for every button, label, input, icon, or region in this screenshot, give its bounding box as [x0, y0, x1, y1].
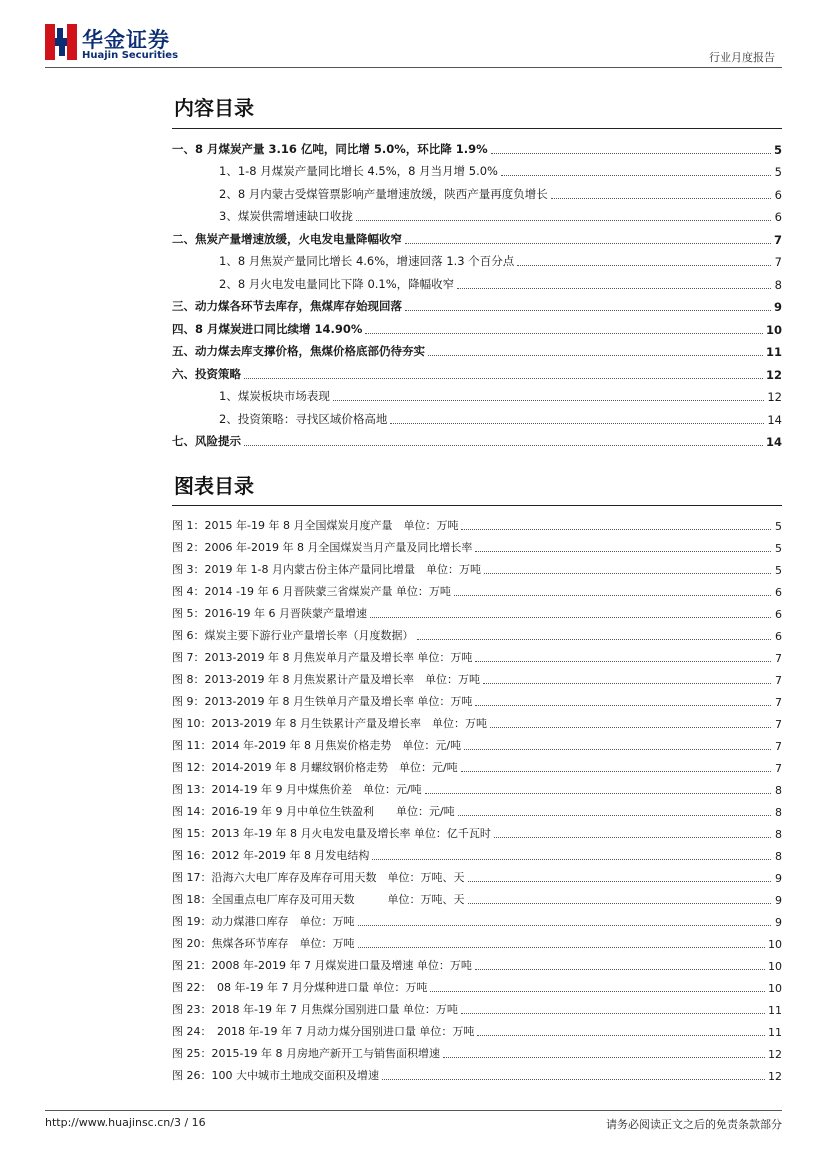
dot-leader [461, 1012, 765, 1014]
toc-entry-title: 2、投资策略：寻找区域价格高地 [219, 411, 388, 426]
toc-entry-title: 四、8 月煤炭进口同比续增 14.90% [172, 321, 363, 336]
toc-entry-title: 一、8 月煤炭产量 3.16 亿吨，同比增 5.0%，环比降 1.9% [172, 141, 488, 156]
toc-entry-title: 三、动力煤各环节去库存，焦煤库存始现回落 [172, 299, 402, 313]
figure-entry-title: 图 11：2014 年-2019 年 8 月焦炭价格走势 单位：元/吨 [172, 739, 462, 752]
dot-leader [494, 836, 771, 838]
figure-entry-title: 图 12：2014-2019 年 8 月螺纹钢价格走势 单位：元/吨 [172, 761, 458, 774]
dot-leader [468, 880, 772, 882]
dot-leader [475, 550, 771, 552]
figure-entry-title: 图 26：100 大中城市土地成交面积及增速 [172, 1069, 379, 1082]
figure-entry-title: 图 24： 2018 年-19 年 7 月动力煤分国别进口量 单位：万吨 [172, 1025, 475, 1038]
logo-chinese-name: 华金证券 [82, 28, 170, 52]
figure-entry[interactable] [172, 665, 782, 687]
figure-entry[interactable] [172, 753, 782, 775]
dot-leader [491, 152, 771, 154]
toc-entry[interactable] [172, 337, 782, 360]
figure-entry[interactable] [172, 511, 782, 533]
figure-entry-title: 图 16：2012 年-2019 年 8 月发电结构 [172, 849, 370, 862]
toc-title: 内容目录 [174, 96, 254, 120]
figure-entry-page-number: 8 [775, 828, 782, 841]
figure-entry-page-number: 9 [775, 916, 782, 929]
toc-entry-page-number: 10 [765, 322, 782, 337]
page-header [0, 0, 827, 70]
dot-leader [483, 682, 771, 684]
toc-entry-page-number: 7 [773, 232, 782, 247]
dot-leader [501, 174, 771, 176]
toc-entry-title: 1、8 月焦炭产量同比增长 4.6%，增速回落 1.3 个百分点 [219, 254, 515, 268]
dot-leader [475, 968, 765, 970]
figure-entry-title: 图 25：2015-19 年 8 月房地产新开工与销售面积增速 [172, 1047, 440, 1060]
figure-entry-title: 图 13：2014-19 年 9 月中煤焦价差 单位：元/吨 [172, 783, 422, 796]
figure-entry-title: 图 15：2013 年-19 年 8 月火电发电量及增长率 单位：亿千瓦时 [172, 827, 491, 840]
footer-url-page[interactable]: http://www.huajinsc.cn/3 / 16 [45, 1116, 206, 1129]
toc-entry-title: 2、8 月火电发电量同比下降 0.1%，降幅收窄 [219, 276, 455, 291]
figure-entry-title: 图 17：沿海六大电厂库存及库存可用天数 单位：万吨、天 [172, 871, 465, 884]
toc-entry-title: 1、煤炭板块市场表现 [219, 389, 330, 403]
dot-leader [372, 858, 771, 860]
figure-entry[interactable] [172, 863, 782, 885]
dot-leader [356, 219, 771, 221]
toc-entry-page-number: 14 [765, 435, 782, 449]
figure-entry-title: 图 9：2013-2019 年 8 月生铁单月产量及增长率 单位：万吨 [172, 695, 473, 708]
dot-leader [457, 287, 771, 289]
toc-entry[interactable] [172, 224, 782, 247]
toc-entry-title: 六、投资策略 [172, 366, 241, 381]
figure-entry-page-number: 7 [775, 696, 782, 709]
figure-list-title: 图表目录 [174, 474, 254, 498]
figure-entry-title: 图 14：2016-19 年 9 月中单位生铁盈利 单位：元/吨 [172, 805, 455, 818]
toc-entry-page-number: 12 [765, 367, 782, 382]
toc-entry-page-number: 5 [773, 142, 782, 157]
dot-leader [428, 354, 763, 356]
toc-entry-page-number: 6 [774, 187, 782, 202]
footer-disclaimer: 请务必阅读正文之后的免责条款部分 [606, 1118, 782, 1131]
dot-leader [490, 726, 771, 728]
figure-entry[interactable] [172, 929, 782, 951]
figure-entry-title: 图 8：2013-2019 年 8 月焦炭累计产量及增长率 单位：万吨 [172, 673, 480, 686]
figure-entry-title: 图 21：2008 年-2019 年 7 月煤炭进口量及增速 单位：万吨 [172, 959, 472, 972]
figure-entry[interactable] [172, 621, 782, 643]
dot-leader [458, 814, 771, 816]
dot-leader [358, 946, 766, 948]
toc-entry[interactable] [172, 157, 782, 180]
figure-entry-title: 图 2：2006 年-2019 年 8 月全国煤炭当月产量及同比增长率 [172, 541, 473, 554]
toc-title-underline [172, 128, 782, 129]
figure-entry[interactable] [172, 533, 782, 555]
figure-entry-title: 图 10：2013-2019 年 8 月生铁累计产量及增长率 单位：万吨 [172, 717, 487, 730]
figure-entry-page-number: 11 [768, 1004, 782, 1017]
figure-entry[interactable] [172, 797, 782, 819]
figure-entry-title: 图 4：2014 -19 年 6 月晋陕蒙三省煤炭产量 单位：万吨 [172, 585, 451, 598]
figure-entry-page-number: 10 [768, 938, 782, 951]
dot-leader [468, 902, 772, 904]
toc-entry[interactable] [172, 247, 782, 270]
toc-entry[interactable] [172, 179, 782, 202]
figure-entry[interactable] [172, 973, 782, 995]
toc-entry[interactable] [172, 269, 782, 292]
figure-entry[interactable] [172, 687, 782, 709]
figure-entry[interactable] [172, 1017, 782, 1039]
dot-leader [443, 1056, 765, 1058]
figure-entry[interactable] [172, 907, 782, 929]
figure-entry-page-number: 7 [775, 762, 782, 775]
toc-entry-page-number: 12 [767, 390, 782, 404]
toc-entry-page-number: 11 [765, 345, 782, 359]
figure-entry-page-number: 10 [768, 982, 782, 995]
figure-entry-page-number: 7 [775, 740, 782, 753]
toc-entry[interactable] [172, 427, 782, 450]
figure-entry-title: 图 20：焦煤各环节库存 单位：万吨 [172, 937, 355, 950]
dot-leader [484, 572, 771, 574]
dot-leader [551, 197, 771, 199]
figure-entry-page-number: 6 [775, 630, 782, 643]
figure-entry[interactable] [172, 1039, 782, 1061]
figure-entry[interactable] [172, 555, 782, 577]
figure-entry-page-number: 5 [775, 542, 782, 555]
dot-leader [417, 638, 772, 640]
toc-entry[interactable] [172, 404, 782, 427]
figure-entry-page-number: 8 [775, 784, 782, 797]
dot-leader [461, 770, 771, 772]
figure-entry-title: 图 19：动力煤港口库存 单位：万吨 [172, 915, 355, 928]
toc-entry-title: 七、风险提示 [172, 434, 241, 448]
figure-list [172, 511, 782, 1083]
figure-entry-page-number: 5 [775, 564, 782, 577]
toc-entry-page-number: 6 [774, 210, 782, 224]
figure-entry[interactable] [172, 731, 782, 753]
figure-entry-page-number: 6 [775, 608, 782, 621]
toc-entry-title: 五、动力煤去库支撑价格，焦煤价格底部仍待夯实 [172, 344, 425, 358]
dot-leader [425, 792, 771, 794]
figure-entry-title: 图 23：2018 年-19 年 7 月焦煤分国别进口量 单位：万吨 [172, 1003, 458, 1016]
dot-leader [365, 332, 763, 334]
toc-entry-page-number: 14 [767, 412, 782, 427]
dot-leader [454, 594, 771, 596]
toc-entry[interactable] [172, 359, 782, 382]
toc-entry-page-number: 9 [773, 300, 782, 314]
figure-entry-title: 图 5：2016-19 年 6 月晋陕蒙产量增速 [172, 607, 367, 620]
toc-entry[interactable] [172, 292, 782, 315]
dot-leader [405, 309, 771, 311]
figure-entry[interactable] [172, 599, 782, 621]
dot-leader [405, 242, 771, 244]
logo-english-name: Huajin Securities [82, 50, 179, 61]
dot-leader [475, 660, 771, 662]
footer-divider [45, 1110, 782, 1111]
figure-entry[interactable] [172, 577, 782, 599]
figure-entry[interactable] [172, 709, 782, 731]
figure-entry[interactable] [172, 643, 782, 665]
toc-entry-title: 3、煤炭供需增速缺口收拢 [219, 209, 353, 223]
figure-entry-title: 图 1：2015 年-19 年 8 月全国煤炭月度产量 单位：万吨 [172, 519, 459, 532]
figure-entry[interactable] [172, 841, 782, 863]
figure-entry[interactable] [172, 995, 782, 1017]
report-type-label: 行业月度报告 [709, 51, 775, 64]
figure-entry-page-number: 9 [775, 872, 782, 885]
figure-list-title-underline [172, 505, 782, 506]
figure-entry-page-number: 11 [768, 1026, 782, 1039]
figure-entry[interactable] [172, 775, 782, 797]
toc-entry[interactable] [172, 314, 782, 337]
figure-entry-title: 图 22： 08 年-19 年 7 月分煤种进口量 单位：万吨 [172, 981, 428, 994]
dot-leader [244, 444, 763, 446]
toc-entry-title: 1、1-8 月煤炭产量同比增长 4.5%，8 月当月增 5.0% [219, 164, 498, 178]
figure-entry-page-number: 7 [775, 718, 782, 731]
toc-entry-page-number: 5 [774, 165, 782, 179]
figure-entry[interactable] [172, 819, 782, 841]
figure-entry-title: 图 3：2019 年 1-8 月内蒙古份主体产量同比增量 单位：万吨 [172, 563, 481, 576]
dot-leader [390, 422, 764, 424]
toc-entry-title: 2、8 月内蒙古受煤管票影响产量增速放缓，陕西产量再度负增长 [219, 186, 548, 201]
dot-leader [461, 528, 771, 530]
dot-leader [382, 1078, 765, 1080]
figure-entry-page-number: 8 [775, 850, 782, 863]
figure-entry-page-number: 6 [775, 586, 782, 599]
dot-leader [517, 264, 771, 266]
figure-entry[interactable] [172, 951, 782, 973]
toc-entry[interactable] [172, 202, 782, 225]
toc-entry[interactable] [172, 382, 782, 405]
dot-leader [477, 1034, 765, 1036]
figure-entry-title: 图 7：2013-2019 年 8 月焦炭单月产量及增长率 单位：万吨 [172, 651, 473, 664]
toc-entry-page-number: 8 [774, 277, 782, 292]
figure-entry-page-number: 12 [768, 1048, 782, 1061]
figure-entry-page-number: 9 [775, 894, 782, 907]
dot-leader [370, 616, 771, 618]
figure-entry-page-number: 7 [775, 652, 782, 665]
figure-entry-page-number: 12 [768, 1070, 782, 1083]
huajin-logo-icon [45, 24, 77, 60]
dot-leader [244, 377, 763, 379]
dot-leader [430, 990, 765, 992]
figure-entry-title: 图 6：煤炭主要下游行业产量增长率（月度数据） [172, 629, 414, 642]
figure-entry[interactable] [172, 885, 782, 907]
figure-entry-page-number: 8 [775, 806, 782, 819]
toc-entry[interactable] [172, 134, 782, 157]
toc-entry-page-number: 7 [774, 255, 782, 269]
header-divider [45, 67, 782, 68]
toc-list [172, 134, 782, 449]
figure-entry-page-number: 5 [775, 520, 782, 533]
figure-entry[interactable] [172, 1061, 782, 1083]
figure-entry-page-number: 10 [768, 960, 782, 973]
dot-leader [475, 704, 771, 706]
dot-leader [358, 924, 772, 926]
figure-entry-page-number: 7 [775, 674, 782, 687]
dot-leader [333, 399, 765, 401]
toc-entry-title: 二、焦炭产量增速放缓，火电发电量降幅收窄 [172, 231, 402, 246]
dot-leader [464, 748, 771, 750]
figure-entry-title: 图 18：全国重点电厂库存及可用天数 单位：万吨、天 [172, 893, 465, 906]
